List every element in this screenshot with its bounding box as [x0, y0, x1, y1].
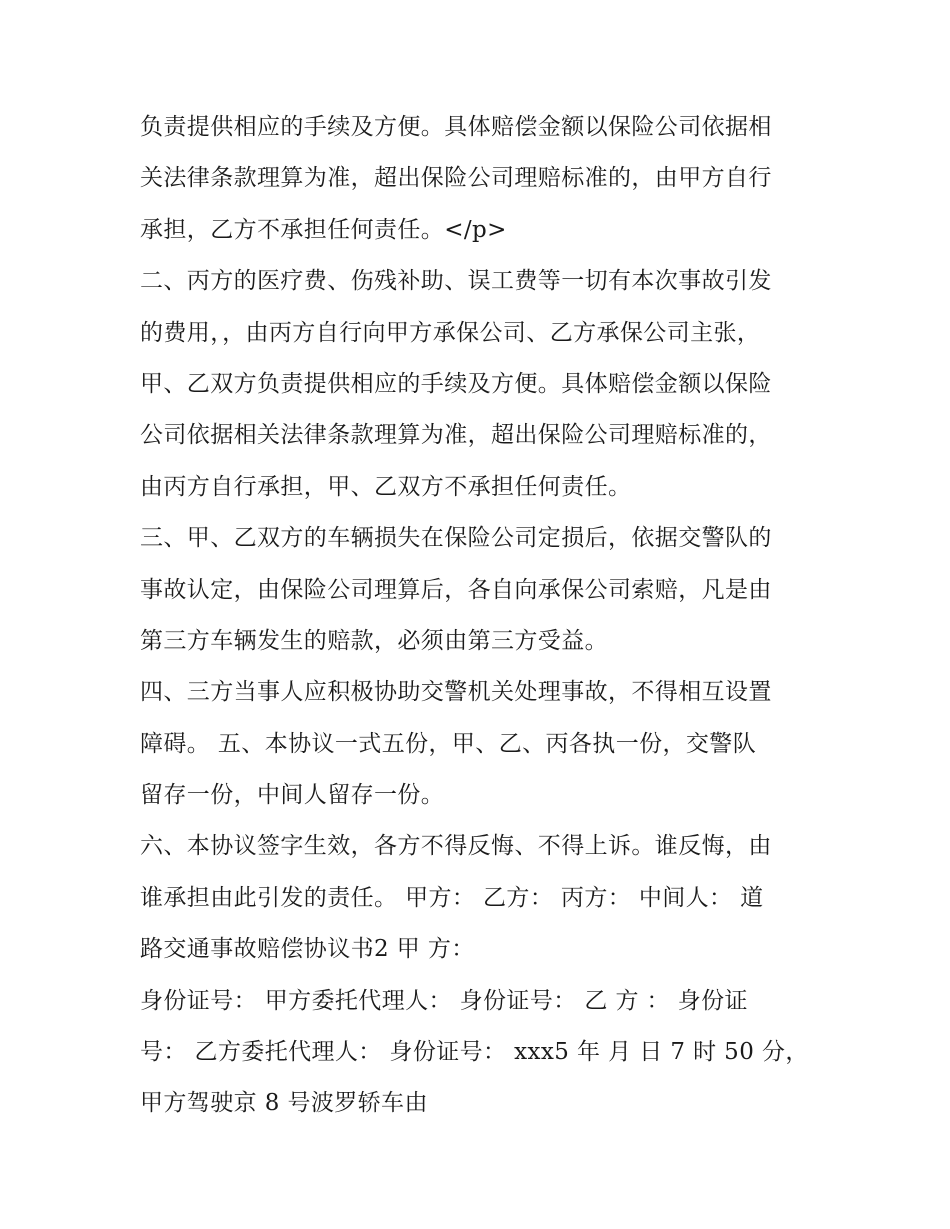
text-line: 公司依据相关法律条款理算为准，超出保险公司理赔标准的， — [140, 422, 772, 449]
text-line: 号： 乙方委托代理人： 身份证号： xxx5 年 月 日 7 时 50 分， — [140, 1039, 809, 1066]
text-line: 三、甲、乙双方的车辆损失在保险公司定损后，依据交警队的 — [140, 525, 772, 552]
text-line: 事故认定，由保险公司理算后，各自向承保公司索赔，凡是由 — [140, 576, 772, 603]
text-line: 留存一份，中间人留存一份。 — [140, 782, 445, 809]
text-line: 由丙方自行承担，甲、乙双方不承担任何责任。 — [140, 473, 632, 500]
text-line: 四、三方当事人应积极协助交警机关处理事故，不得相互设置 — [140, 679, 772, 706]
text-line: 二、丙方的医疗费、伤残补助、误工费等一切有本次事故引发 — [140, 268, 772, 295]
text-line: 谁承担由此引发的责任。 甲方： 乙方： 丙方： 中间人： 道 — [140, 884, 764, 911]
text-line: 甲、乙双方负责提供相应的手续及方便。具体赔偿金额以保险 — [140, 370, 772, 397]
text-line: 的费用，，由丙方自行向甲方承保公司、乙方承保公司主张， — [140, 319, 761, 346]
text-line: 第三方车辆发生的赔款，必须由第三方受益。 — [140, 627, 608, 654]
text-line: 甲方驾驶京 8 号波罗轿车由 — [140, 1090, 428, 1117]
text-line: 障碍。 五、本协议一式五份，甲、乙、丙各执一份，交警队 — [140, 730, 757, 757]
text-line: 承担，乙方不承担任何责任。</p> — [140, 216, 507, 243]
text-line: 身份证号： 甲方委托代理人： 身份证号： 乙 方 ： 身份证 — [140, 987, 748, 1014]
text-line: 六、本协议签字生效，各方不得反悔、不得上诉。谁反悔，由 — [140, 833, 772, 860]
text-line: 路交通事故赔偿协议书2 甲 方： — [140, 936, 475, 963]
text-line: 关法律条款理算为准，超出保险公司理赔标准的，由甲方自行 — [140, 165, 772, 192]
text-line: 负责提供相应的手续及方便。具体赔偿金额以保险公司依据相 — [140, 114, 772, 140]
document-body — [140, 102, 820, 1130]
